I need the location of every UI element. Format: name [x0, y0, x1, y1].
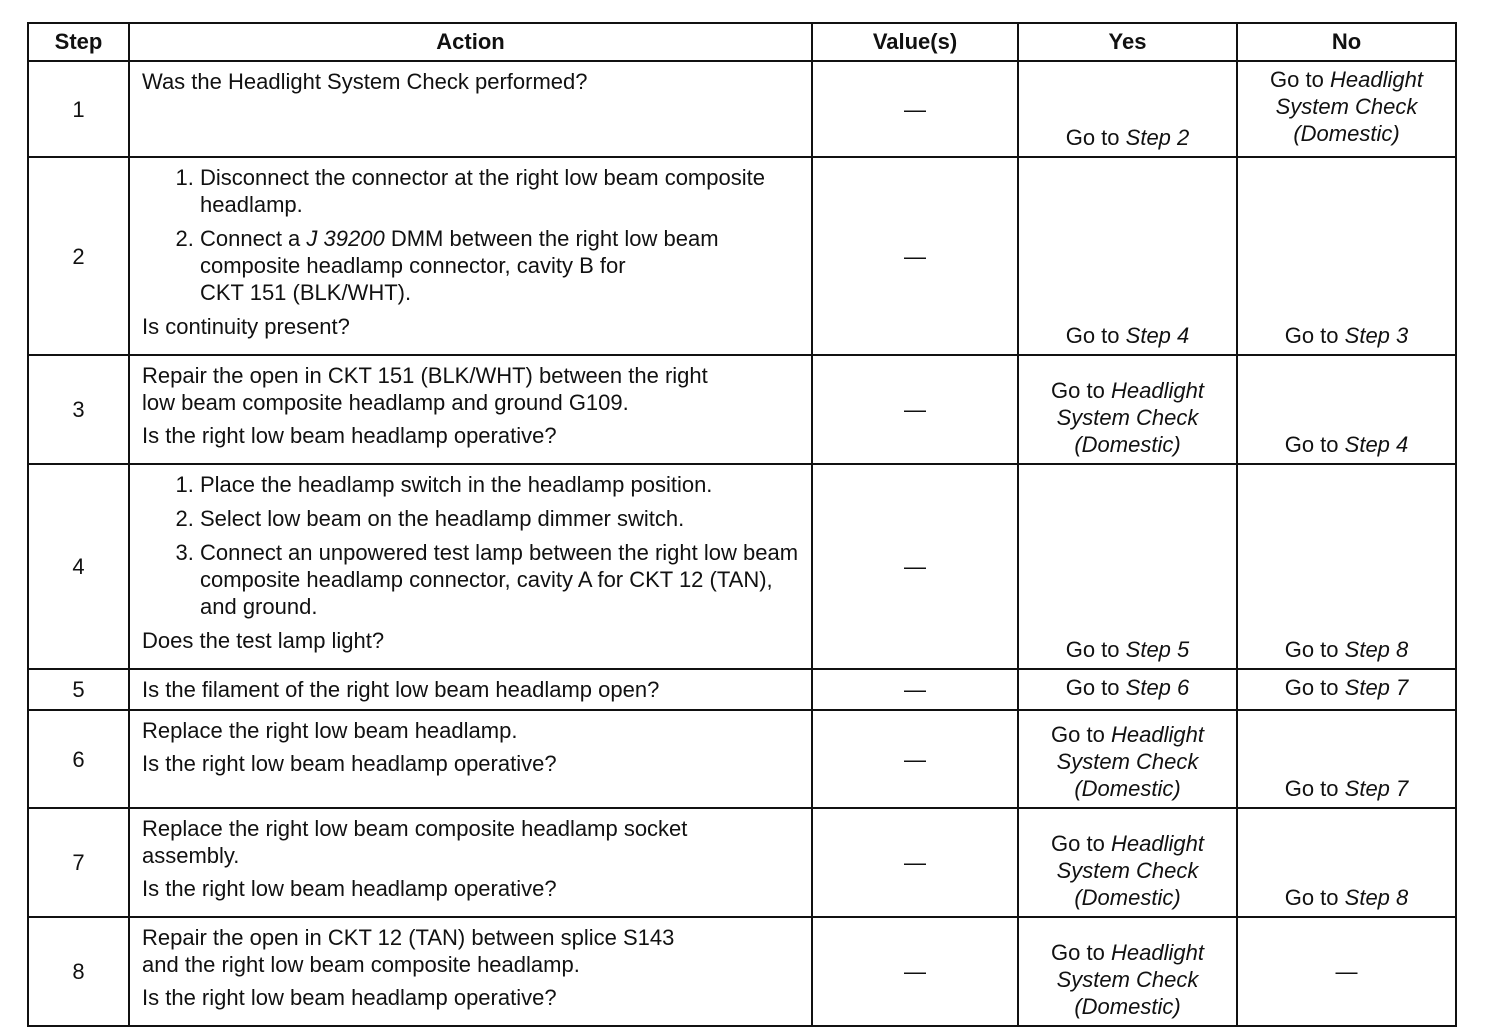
action-item: 2. Connect a J 39200 DMM between the right low beam composite headlamp connector, cavity B for CKT 151 (BLK/WHT).: [200, 225, 799, 306]
no-cell: —: [1237, 917, 1456, 1026]
step-number: 2: [28, 157, 129, 355]
step-ref: System Check: [1275, 94, 1418, 119]
step-ref: Headlight: [1329, 67, 1423, 92]
action-cell: [129, 669, 812, 710]
action-text: Replace the right low beam composite headlamp socket: [142, 816, 688, 841]
no-cell: [1237, 61, 1456, 157]
header-yes: Yes: [1018, 23, 1237, 61]
table-row: [28, 808, 1456, 917]
step-ref: Step 4: [1344, 432, 1409, 457]
action-text: low beam composite headlamp and ground G109.: [142, 390, 629, 415]
step-ref: Step 6: [1125, 674, 1190, 700]
action-question: Is continuity present?: [142, 314, 350, 339]
step-ref: Headlight: [1110, 722, 1204, 747]
step-ref: Step 7: [1344, 674, 1409, 700]
action-cell: [129, 61, 812, 157]
step-ref: Step 3: [1344, 323, 1409, 348]
table-row: [28, 710, 1456, 808]
step-ref: Headlight: [1110, 378, 1204, 403]
value-cell: —: [812, 669, 1018, 710]
action-item: 1. Disconnect the connector at the right low beam composite headlamp.: [200, 164, 799, 218]
step-ref: Step 2: [1125, 125, 1190, 150]
step-number: 1: [28, 61, 129, 157]
table-row: [28, 669, 1456, 710]
table-row: [28, 61, 1456, 157]
header-row: [28, 23, 1456, 61]
header-values: Value(s): [812, 23, 1018, 61]
yes-cell: [1018, 61, 1237, 157]
action-cell: [129, 917, 812, 1026]
action-text: Replace the right low beam headlamp.: [142, 718, 518, 743]
action-question: Is the right low beam headlamp operative?: [142, 423, 557, 448]
action-cell: [129, 808, 812, 917]
step-number: 7: [28, 808, 129, 917]
step-ref: (Domestic): [1293, 121, 1400, 146]
action-cell: [129, 355, 812, 464]
step-ref: Step 4: [1125, 323, 1190, 348]
diagnostic-table: [27, 22, 1457, 1027]
step-number: 5: [28, 669, 129, 710]
no-cell: Go to Step 8: [1237, 464, 1456, 669]
action-question: Is the filament of the right low beam headlamp open?: [142, 677, 660, 702]
action-text: and the right low beam composite headlamp.: [142, 952, 580, 977]
yes-cell: Go to Headlight System Check (Domestic): [1018, 917, 1237, 1026]
header-step: Step: [28, 23, 129, 61]
step-number: 3: [28, 355, 129, 464]
action-question: Is the right low beam headlamp operative?: [142, 751, 557, 776]
table-row: [28, 464, 1456, 669]
step-ref: Step 8: [1344, 885, 1409, 910]
value-cell: —: [812, 710, 1018, 808]
step-ref: Headlight: [1110, 940, 1204, 965]
action-item: 3. Connect an unpowered test lamp between the right low beam composite headlamp connector, cavity A for CKT 12 (TAN), and ground.: [200, 539, 799, 620]
table-row: [28, 157, 1456, 355]
yes-cell: Go to Step 6: [1018, 669, 1237, 710]
step-number: 4: [28, 464, 129, 669]
action-cell: [129, 157, 812, 355]
action-text: assembly.: [142, 843, 240, 868]
action-item: 2. Select low beam on the headlamp dimmer switch.: [200, 505, 799, 532]
action-question: Does the test lamp light?: [142, 628, 385, 653]
action-text: Repair the open in CKT 12 (TAN) between splice S143: [142, 925, 675, 950]
yes-cell: Go to Headlight System Check (Domestic): [1018, 808, 1237, 917]
step-ref: Headlight: [1110, 831, 1204, 856]
go-to-text: Go to: [1270, 67, 1324, 92]
table-row: [28, 355, 1456, 464]
no-cell: Go to Step 4: [1237, 355, 1456, 464]
action-cell: [129, 710, 812, 808]
action-text: Repair the open in CKT 151 (BLK/WHT) between the right: [142, 363, 708, 388]
step-ref: Step 7: [1344, 776, 1409, 801]
action-text: Was the Headlight System Check performed?: [142, 69, 588, 94]
yes-cell: Go to Headlight System Check (Domestic): [1018, 355, 1237, 464]
no-cell: Go to Step 8: [1237, 808, 1456, 917]
header-no: No: [1237, 23, 1456, 61]
step-number: 8: [28, 917, 129, 1026]
header-action: Action: [129, 23, 812, 61]
value-cell: —: [812, 464, 1018, 669]
yes-cell: Go to Step 5: [1018, 464, 1237, 669]
table-row: [28, 917, 1456, 1026]
go-to-text: Go to: [1065, 125, 1120, 150]
action-question: Is the right low beam headlamp operative?: [142, 876, 557, 901]
value-cell: —: [812, 917, 1018, 1026]
no-cell: Go to Step 7: [1237, 669, 1456, 710]
action-cell: [129, 464, 812, 669]
step-ref: Step 8: [1344, 637, 1409, 662]
step-ref: Step 5: [1125, 637, 1190, 662]
yes-cell: Go to Step 4: [1018, 157, 1237, 355]
value-cell: —: [812, 61, 1018, 157]
no-cell: Go to Step 3: [1237, 157, 1456, 355]
value-cell: —: [812, 355, 1018, 464]
no-cell: Go to Step 7: [1237, 710, 1456, 808]
step-number: 6: [28, 710, 129, 808]
value-cell: —: [812, 808, 1018, 917]
yes-cell: Go to Headlight System Check (Domestic): [1018, 710, 1237, 808]
action-item: 1. Place the headlamp switch in the headlamp position.: [200, 471, 799, 498]
value-cell: —: [812, 157, 1018, 355]
action-question: Is the right low beam headlamp operative?: [142, 985, 557, 1010]
